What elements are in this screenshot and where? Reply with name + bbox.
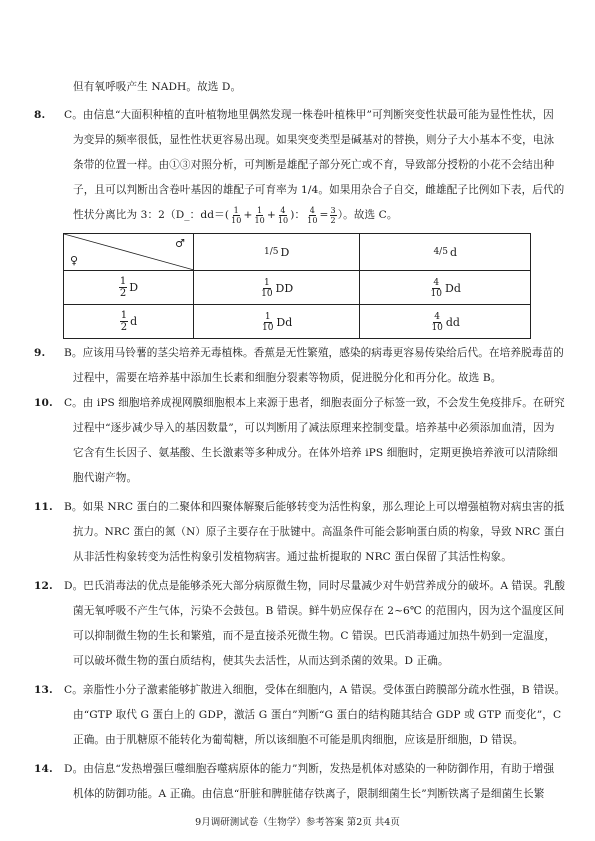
question-number-8: 8. bbox=[34, 109, 46, 121]
row-label-female-D: $\frac{1}{2}$ D bbox=[64, 271, 194, 305]
q12-line-1: D。巴氏消毒法的优点是能够杀死大部分病原微生物，同时尽量减少对牛奶营养成分的破坏。A 错误。乳酸 bbox=[64, 580, 566, 592]
question-number-14: 14. bbox=[34, 763, 53, 775]
fraction: $\frac{1}{10}$ bbox=[231, 205, 242, 225]
cell-dd: $\frac{4}{10}$ dd bbox=[360, 305, 531, 339]
male-symbol-icon: ♂ bbox=[174, 237, 185, 250]
cell-Dd-2: $\frac{1}{10}$ Dd bbox=[193, 305, 360, 339]
fraction: $\frac{4}{10}$ bbox=[277, 205, 289, 225]
q13-line-3: 正确。由于肌糖原不能转化为葡萄糖，所以该细胞不可能是肌肉细胞，应该是肝细胞，D 错误。 bbox=[73, 734, 524, 746]
q10-line-2: 过程中“逐步减少导入的基因数量”，可以判断用了减法原理来控制变量。培养基中必须添加血清，因为 bbox=[73, 422, 555, 434]
q13-line-2: 由“GTP 取代 G 蛋白上的 GDP，激活 G 蛋白”判断“G 蛋白的结构随其结合 GDP 或 GTP 而变化”，C bbox=[73, 709, 562, 721]
q13-line-1: C。亲脂性小分子激素能够扩散进入细胞，受体在细胞内，A 错误。受体蛋白跨膜部分疏水性强，B 错误。 bbox=[64, 684, 566, 696]
fraction: $\frac{4}{10}$ bbox=[307, 205, 318, 225]
q11-line-2: 抗力。NRC 蛋白的氮（N）原子主要存在于肽键中。高温条件可能会影响蛋白质的构象，导致 NRC 蛋白 bbox=[73, 526, 565, 538]
question-number-12: 12. bbox=[34, 580, 53, 592]
q9-line-2: 过程中，需要在培养基中添加生长素和细胞分裂素等物质，促进脱分化和再分化。故选 B。 bbox=[73, 372, 502, 384]
q12-line-4: 可以破坏微生物的蛋白质结构，使其失去活性，从而达到杀菌的效果。D 正确。 bbox=[73, 655, 449, 667]
q14-line-2: 机体的防御功能。A 正确。由信息“肝脏和脾脏储存铁离子，限制细菌生长”判断铁离子是细菌生长繁 bbox=[73, 788, 545, 800]
q12-line-2: 菌无氧呼吸不产生气体，污染不会鼓包。B 错误。鲜牛奶应保存在 2~6℃ 的范围内，因为这个温度区间 bbox=[73, 605, 565, 617]
table-corner-cell bbox=[64, 234, 194, 271]
q10-line-3: 它含有生长因子、氨基酸、生长激素等多种成分。在体外培养 iPS 细胞时，定期更换培养液可以清除细 bbox=[73, 447, 558, 459]
ratio-prefix: 性状分离比为 3：2（D_：dd＝( bbox=[73, 209, 230, 221]
q8-line-3: 条带的位置一样。由①③对照分析，可判断是雄配子部分死亡或不育，导致部分授粉的小花不会结出种 bbox=[73, 159, 555, 171]
cell-DD: $\frac{1}{10}$ DD bbox=[193, 271, 360, 305]
page-footer: 9月调研测试卷（生物学）参考答案 第2页 共4页 bbox=[195, 817, 400, 828]
gamete-table bbox=[63, 233, 531, 339]
q14-line-1: D。由信息“发热增强巨噬细胞吞噬病原体的能力”判断，发热是机体对感染的一种防御作用，有助于增强 bbox=[64, 763, 555, 775]
q10-line-1: C。由 iPS 细胞培养成视网膜细胞根本上来源于患者，细胞表面分子标签一致，不会发生免疫排斥。在研究 bbox=[64, 397, 565, 409]
header-male-D: 1/5 D bbox=[193, 234, 360, 271]
text-line: 但有氧呼吸产生 NADH。故选 D。 bbox=[73, 81, 242, 93]
ratio-mid: )： bbox=[290, 209, 306, 221]
gamete-ratio-D: 1/5 bbox=[263, 247, 279, 257]
fraction: $\frac{3}{2}$ bbox=[330, 205, 336, 225]
question-number-13: 13. bbox=[34, 684, 53, 696]
row-label-female-d: $\frac{1}{2}$ d bbox=[64, 305, 194, 339]
fraction: $\frac{1}{10}$ bbox=[254, 205, 265, 225]
female-symbol-icon: ♀ bbox=[70, 254, 79, 267]
q8-line-5: 性状分离比为 3：2（D_：dd＝( $\frac{1}{10}$ + $\frac{1}{10}$ + $\frac{4}{10}$ )： $\frac{4}{10}$ = $\frac{3}{2}$ ）。故选 C。 bbox=[73, 205, 398, 225]
q9-line-1: B。应该用马铃薯的茎尖培养无毒植株。香蕉是无性繁殖，感染的病毒更容易传染给后代。在培养脱毒苗的 bbox=[64, 347, 564, 359]
question-number-10: 10. bbox=[34, 397, 53, 409]
q8-line-1: C。由信息“大面积种植的直叶植物地里偶然发现一株卷叶植株甲”可判断突变性状最可能为显性性状，因 bbox=[64, 109, 554, 121]
q8-line-4: 子，且可以判断出含卷叶基因的雄配子可育率为 1/4。如果用杂合子自交，雌雄配子比例如下表，后代的 bbox=[73, 184, 565, 196]
ratio-suffix: ）。故选 C。 bbox=[337, 209, 398, 221]
question-number-9: 9. bbox=[34, 347, 46, 359]
q10-line-4: 胞代谢产物。 bbox=[73, 472, 138, 484]
q8-line-2: 为变异的频率很低，显性性状更容易出现。如果突变类型是碱基对的替换，则分子大小基本不变，电泳 bbox=[73, 134, 555, 146]
question-number-11: 11. bbox=[34, 501, 53, 513]
cell-Dd-1: $\frac{4}{10}$ Dd bbox=[360, 271, 531, 305]
q12-line-3: 可以抑制微生物的生长和繁殖，而不是直接杀死微生物。C 错误。巴氏消毒通过加热牛奶到一定温度， bbox=[73, 630, 556, 642]
header-male-d: 4/5 d bbox=[360, 234, 531, 271]
gamete-ratio-d: 4/5 bbox=[433, 247, 448, 257]
q11-line-3: 从非活性构象转变为活性构象引发植物病害。通过盐析提取的 NRC 蛋白保留了其活性构象。 bbox=[73, 551, 512, 563]
q11-line-1: B。如果 NRC 蛋白的二聚体和四聚体解聚后能够转变为活性构象，那么理论上可以增强植物对病虫害的抵 bbox=[64, 501, 565, 513]
